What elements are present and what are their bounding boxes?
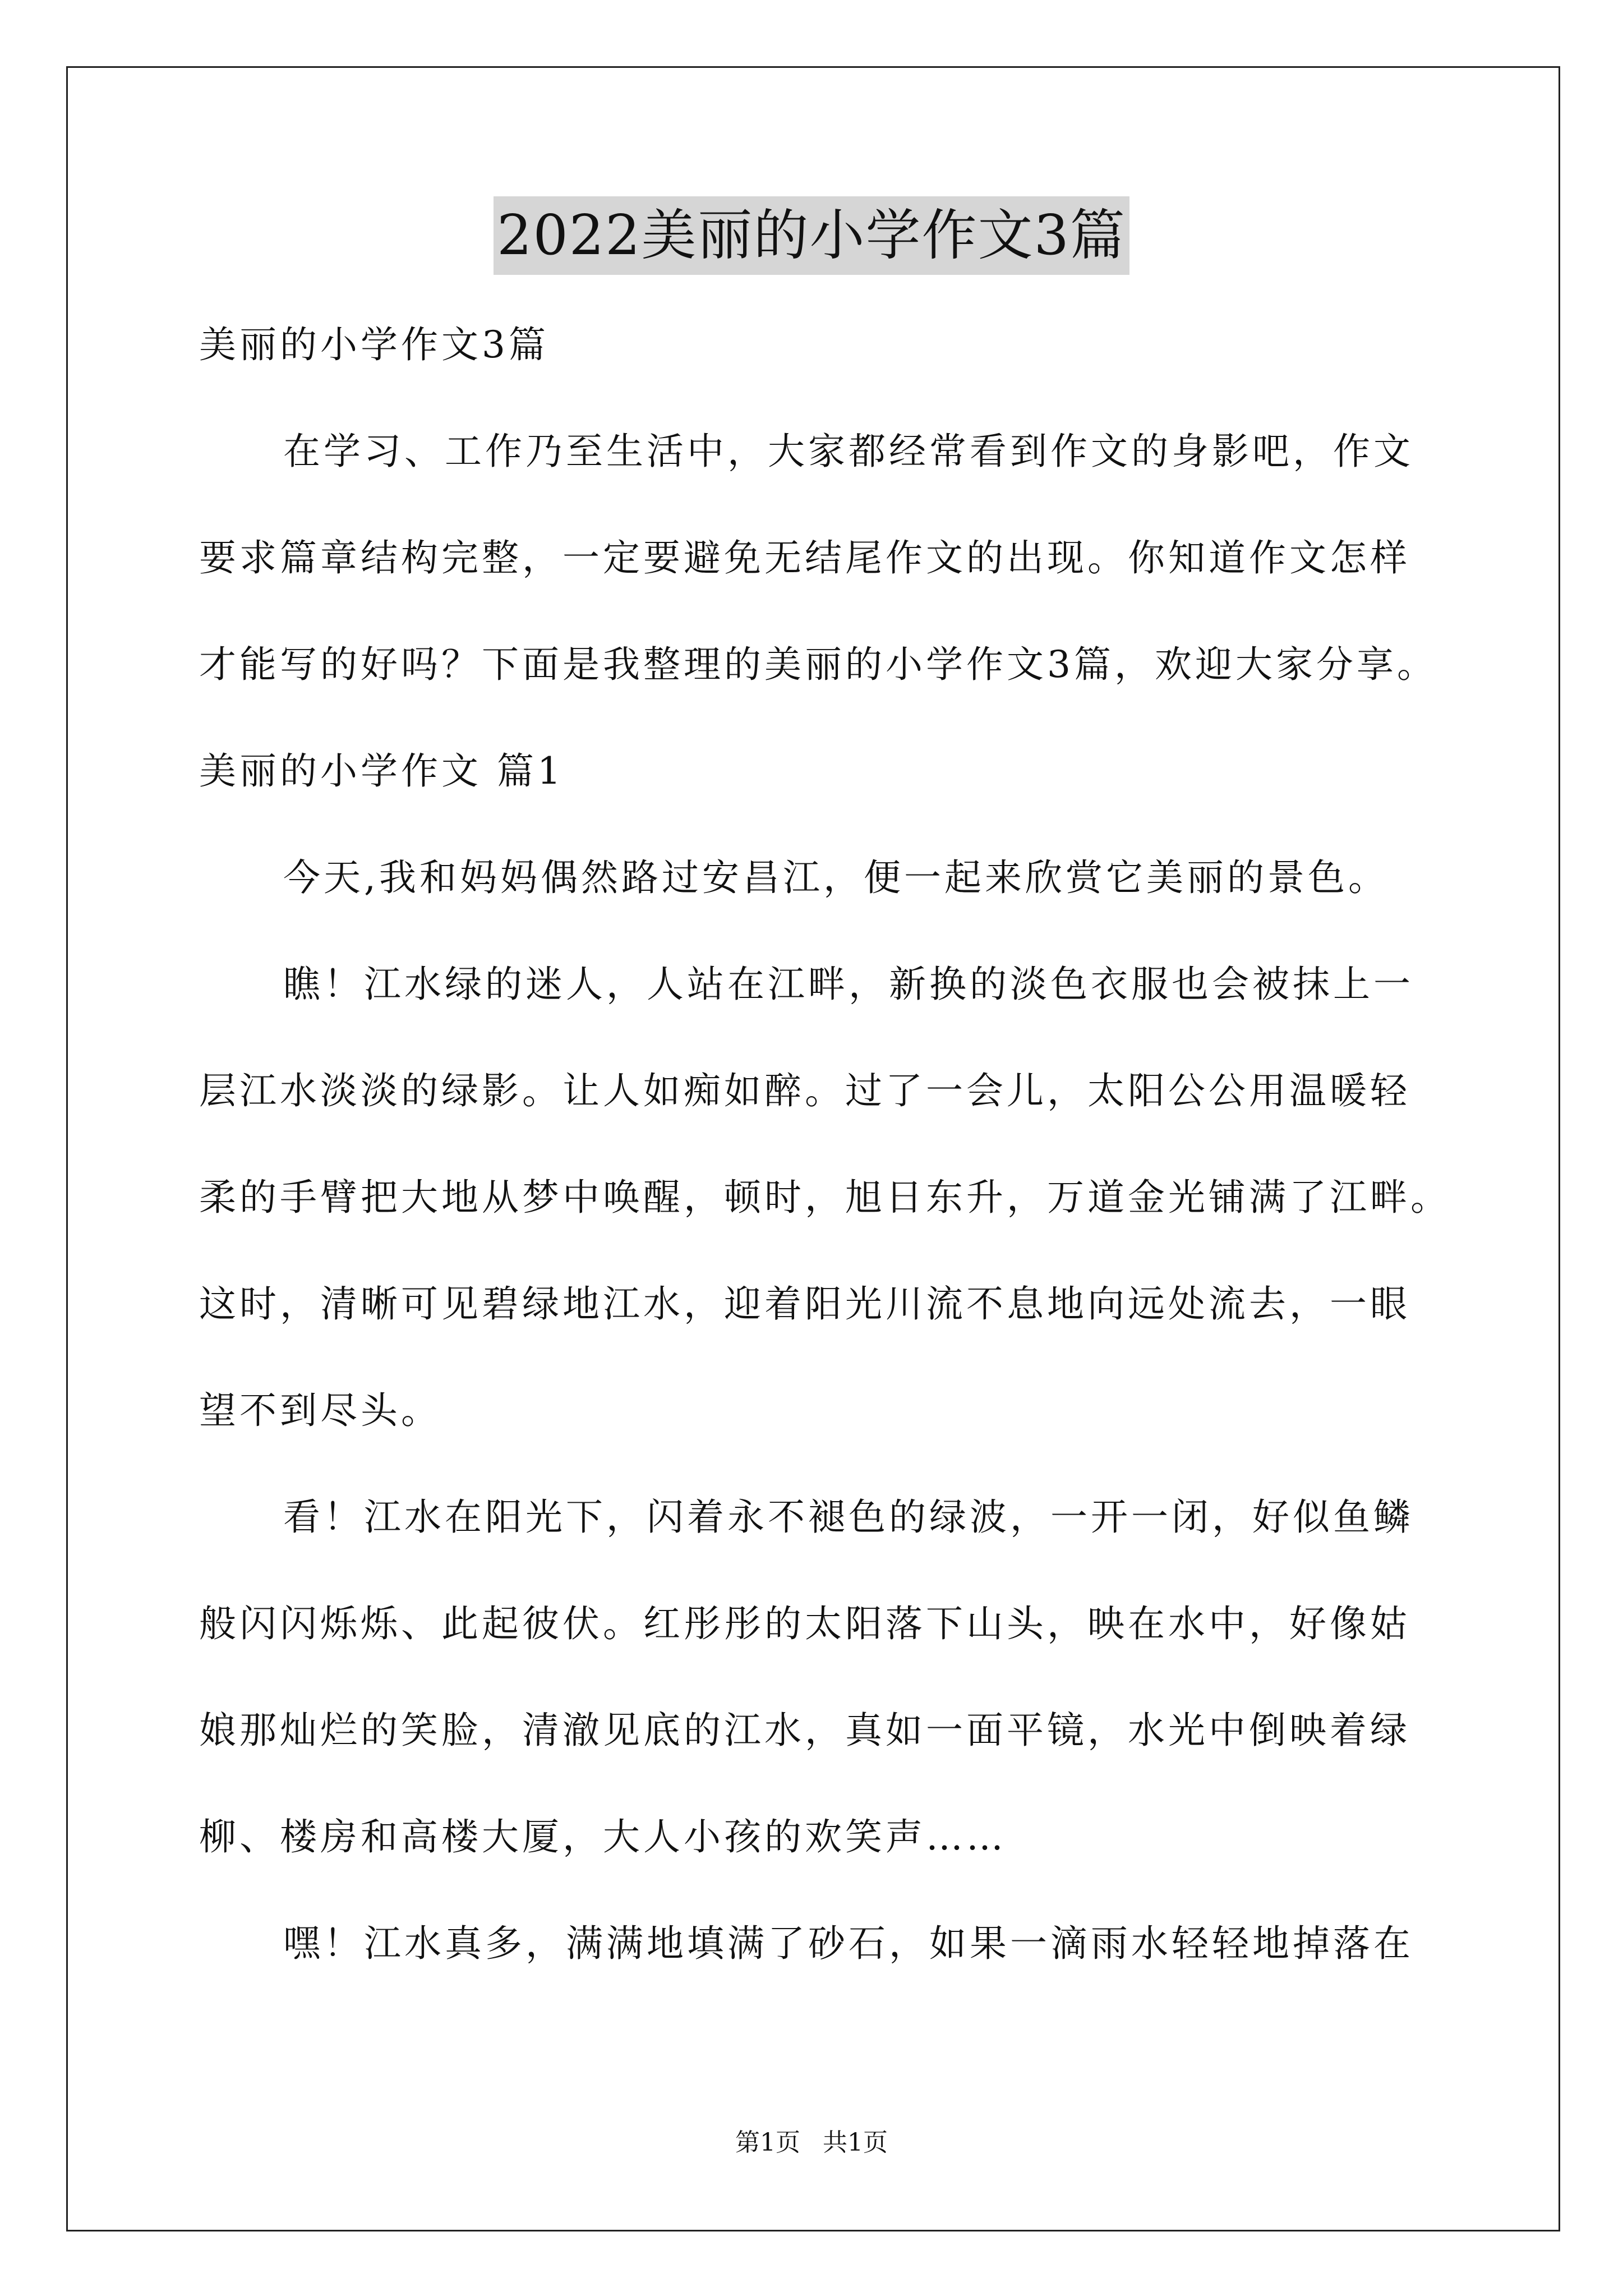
text-line: 这时，清晰可见碧绿地江水，迎着阳光川流不息地向远处流去，一眼 <box>199 1282 1410 1326</box>
text-line: 要求篇章结构完整，一定要避免无结尾作文的出现。你知道作文怎样 <box>199 536 1410 579</box>
text-line: 美丽的小学作文 篇1 <box>199 749 564 793</box>
text-line: 望不到尽头。 <box>199 1389 441 1432</box>
text-line: 嘿！江水真多，满满地填满了砂石，如果一滴雨水轻轻地掉落在 <box>283 1922 1414 1965</box>
document-body <box>199 292 1455 1997</box>
text-line: 在学习、工作乃至生活中，大家都经常看到作文的身影吧，作文 <box>283 430 1414 473</box>
page-number-current: 第1页 <box>735 2128 800 2157</box>
text-line: 今天,我和妈妈偶然路过安昌江，便一起来欣赏它美丽的景色。 <box>283 856 1389 899</box>
text-line: 瞧！江水绿的迷人，人站在江畔，新换的淡色衣服也会被抹上一 <box>283 963 1414 1006</box>
text-line: 美丽的小学作文3篇 <box>199 323 549 366</box>
page-number-total: 共1页 <box>823 2128 888 2157</box>
page-footer <box>0 2126 1623 2160</box>
document-title: 2022美丽的小学作文3篇 <box>494 196 1129 275</box>
text-line: 柳、楼房和高楼大厦，大人小孩的欢笑声…… <box>199 1815 1007 1858</box>
title-container <box>0 196 1623 275</box>
text-line: 才能写的好吗？下面是我整理的美丽的小学作文3篇，欢迎大家分享。 <box>199 643 1437 686</box>
text-line: 般闪闪烁烁、此起彼伏。红彤彤的太阳落下山头，映在水中，好像姑 <box>199 1602 1410 1645</box>
text-line: 柔的手臂把大地从梦中唤醒，顿时，旭日东升，万道金光铺满了江畔。 <box>199 1176 1451 1219</box>
text-line: 看！江水在阳光下，闪着永不褪色的绿波，一开一闭，好似鱼鳞 <box>283 1496 1414 1539</box>
text-line: 层江水淡淡的绿影。让人如痴如醉。过了一会儿，太阳公公用温暖轻 <box>199 1069 1410 1112</box>
text-line: 娘那灿烂的笑脸，清澈见底的江水，真如一面平镜，水光中倒映着绿 <box>199 1709 1410 1752</box>
